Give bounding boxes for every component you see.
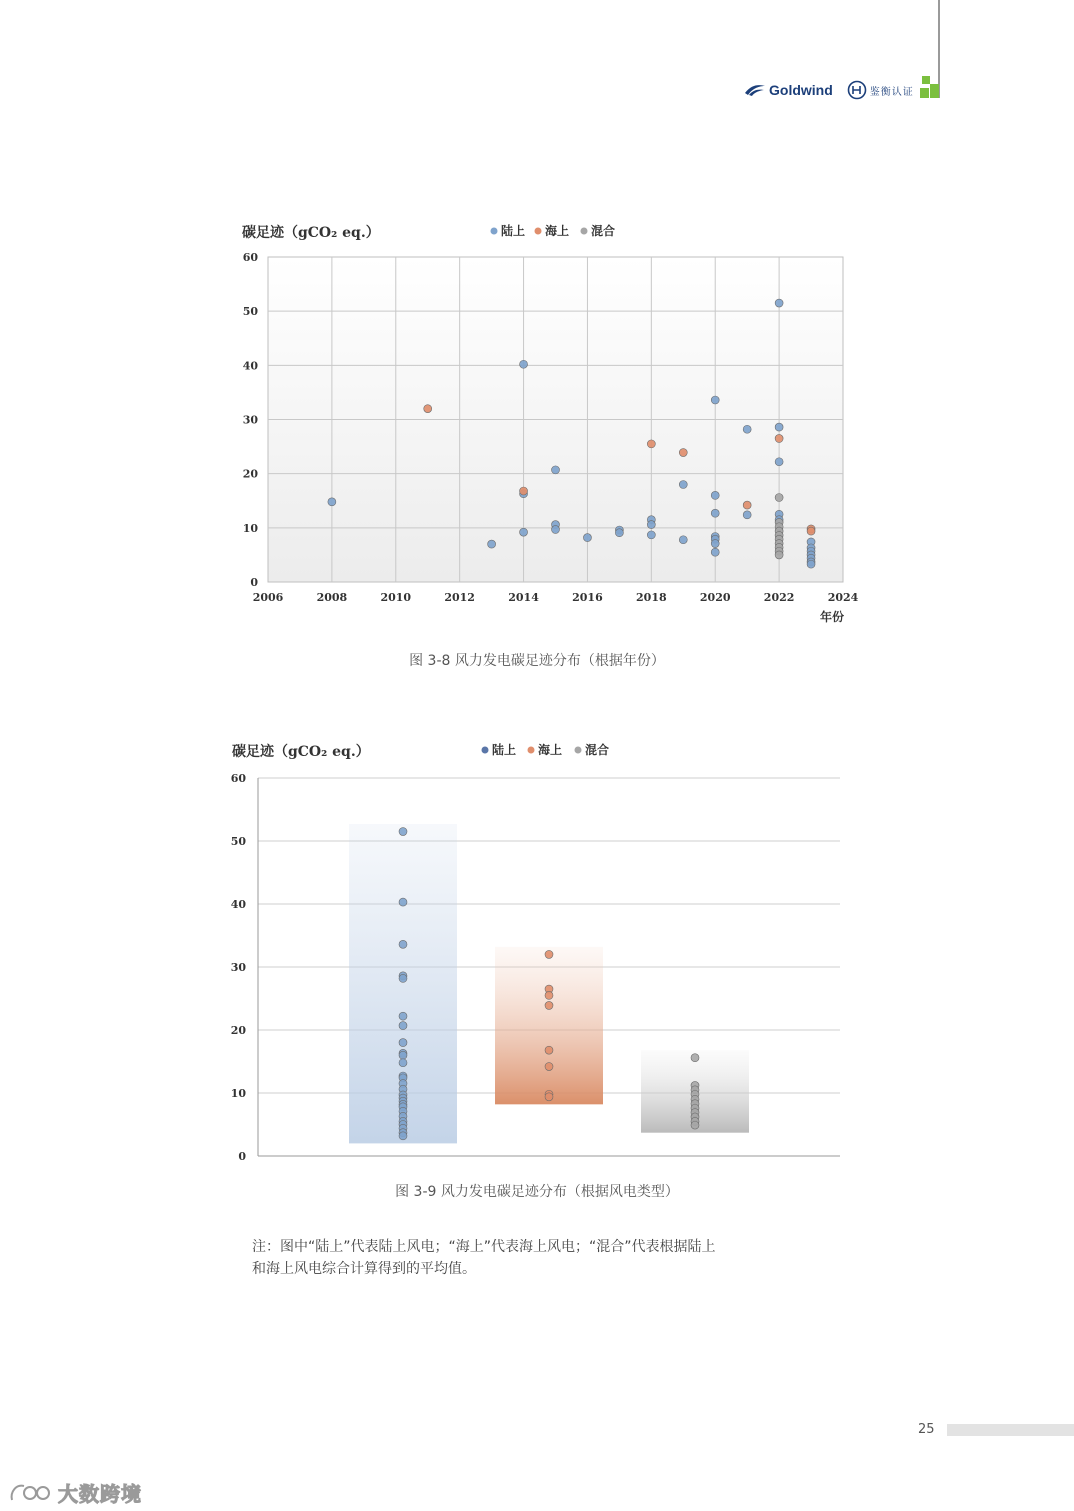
- data-point-onshore: [807, 560, 815, 568]
- legend-label-offshore: 海上: [538, 743, 563, 757]
- data-point-offshore: [545, 1046, 553, 1054]
- data-point-offshore: [545, 1063, 553, 1071]
- data-point-mixed: [691, 1121, 699, 1129]
- partner-emblem-icon: [847, 80, 867, 100]
- data-point-offshore: [545, 1093, 553, 1101]
- accent-block: [920, 88, 929, 98]
- y-tick-label: 50: [230, 835, 246, 848]
- x-tick-label: 2008: [316, 591, 348, 604]
- data-point-mixed: [775, 551, 783, 559]
- goldwind-wordmark: Goldwind: [769, 82, 833, 98]
- legend-label-mixed: 混合: [585, 743, 610, 757]
- data-point-onshore: [647, 531, 655, 539]
- watermark-logo-icon: [8, 1480, 52, 1506]
- goldwind-logo: [744, 82, 833, 98]
- data-point-onshore: [399, 1132, 407, 1140]
- legend-label-offshore: 海上: [545, 224, 570, 238]
- data-point-onshore: [399, 974, 407, 982]
- y-tick-label: 30: [230, 961, 246, 974]
- watermark: [8, 1478, 142, 1507]
- x-tick-labels: [253, 591, 859, 604]
- header-logos: [744, 78, 914, 102]
- data-point-onshore: [399, 1039, 407, 1047]
- data-point-onshore: [679, 481, 687, 489]
- legend: [482, 742, 610, 757]
- range-band-offshore: [495, 947, 603, 1105]
- x-axis-title: 年份: [820, 610, 845, 624]
- data-point-mixed: [691, 1054, 699, 1062]
- legend-marker-onshore: [482, 747, 489, 754]
- page-number-bar: [947, 1424, 1074, 1436]
- legend: [491, 223, 616, 238]
- legend-marker-mixed: [575, 747, 582, 754]
- data-point-onshore: [711, 396, 719, 404]
- y-tick-label: 10: [242, 521, 258, 535]
- x-tick-label: 2012: [444, 591, 475, 604]
- figure-caption-2: 图 3-9 风力发电碳足迹分布（根据风电类型）: [395, 1184, 679, 1200]
- data-point-offshore: [545, 1001, 553, 1009]
- y-tick-label: 0: [250, 576, 258, 589]
- data-point-onshore: [520, 360, 528, 368]
- watermark-text: 大数跨境: [58, 1482, 142, 1506]
- legend-marker-offshore: [535, 228, 542, 235]
- x-tick-label: 2022: [763, 591, 795, 604]
- partner-wordmark: 鉴衡认证: [869, 86, 914, 98]
- data-point-offshore: [775, 434, 783, 442]
- x-tick-label: 2024: [827, 591, 859, 604]
- data-point-offshore: [679, 449, 687, 457]
- y-axis-title: 碳足迹（gCO₂ eq.）: [232, 744, 370, 760]
- y-tick-labels: [243, 251, 259, 589]
- legend-marker-mixed: [581, 228, 588, 235]
- data-point-offshore: [807, 527, 815, 535]
- data-point-onshore: [711, 540, 719, 548]
- accent-block: [922, 76, 930, 84]
- data-point-onshore: [520, 528, 528, 536]
- data-point-offshore: [424, 405, 432, 413]
- data-point-offshore: [545, 991, 553, 999]
- x-tick-label: 2014: [508, 591, 539, 604]
- legend-label-onshore: 陆上: [501, 224, 526, 238]
- data-point-onshore: [399, 940, 407, 948]
- page-number: 25: [918, 1422, 935, 1437]
- legend-marker-offshore: [528, 747, 535, 754]
- data-point-offshore: [743, 501, 751, 509]
- data-point-onshore: [647, 521, 655, 529]
- data-point-onshore: [775, 299, 783, 307]
- data-point-onshore: [711, 509, 719, 517]
- x-tick-label: 2018: [636, 591, 667, 604]
- note-text: [252, 1236, 862, 1280]
- data-point-onshore: [328, 498, 336, 506]
- data-point-onshore: [552, 466, 560, 474]
- x-tick-label: 2016: [572, 591, 603, 604]
- data-point-offshore: [545, 950, 553, 958]
- scatter-chart-by-year: [0, 200, 1074, 640]
- data-point-onshore: [399, 1022, 407, 1030]
- x-tick-label: 2006: [252, 591, 284, 604]
- legend-marker-onshore: [491, 228, 498, 235]
- data-point-onshore: [399, 1051, 407, 1059]
- note-line-1: 注：图中“陆上”代表陆上风电；“海上”代表海上风电；“混合”代表根据陆上: [252, 1239, 716, 1255]
- y-tick-label: 60: [242, 251, 258, 264]
- data-point-onshore: [399, 898, 407, 906]
- data-point-onshore: [775, 458, 783, 466]
- data-point-onshore: [399, 828, 407, 836]
- partner-logo: [847, 80, 914, 100]
- x-tick-label: 2020: [699, 591, 731, 604]
- data-point-onshore: [711, 491, 719, 499]
- legend-label-mixed: 混合: [591, 224, 616, 238]
- y-tick-label: 20: [230, 1024, 246, 1037]
- data-point-onshore: [679, 536, 687, 544]
- data-point-onshore: [711, 548, 719, 556]
- data-point-onshore: [399, 1012, 407, 1020]
- goldwind-swoosh-icon: [744, 83, 766, 97]
- data-point-onshore: [743, 511, 751, 519]
- x-tick-label: 2010: [380, 591, 412, 604]
- data-point-onshore: [552, 525, 560, 533]
- y-tick-label: 40: [242, 359, 258, 373]
- data-point-onshore: [488, 540, 496, 548]
- legend-label-onshore: 陆上: [492, 743, 517, 757]
- data-point-onshore: [399, 1059, 407, 1067]
- y-tick-label: 10: [230, 1087, 246, 1100]
- y-axis-title: 碳足迹（gCO₂ eq.）: [242, 225, 380, 241]
- y-tick-label: 50: [242, 305, 258, 319]
- figure-caption-1: 图 3-8 风力发电碳足迹分布（根据年份）: [409, 653, 665, 669]
- data-point-onshore: [615, 529, 623, 537]
- y-tick-label: 20: [242, 467, 258, 481]
- data-point-mixed: [775, 494, 783, 502]
- y-tick-label: 40: [230, 898, 246, 911]
- y-tick-labels: [231, 772, 247, 1163]
- y-tick-label: 30: [242, 413, 258, 427]
- y-tick-label: 60: [230, 772, 246, 785]
- accent-block: [930, 84, 939, 98]
- y-tick-label: 0: [238, 1150, 246, 1163]
- data-point-offshore: [520, 487, 528, 495]
- data-point-onshore: [775, 423, 783, 431]
- data-point-onshore: [583, 534, 591, 542]
- data-point-onshore: [743, 425, 751, 433]
- data-point-offshore: [647, 440, 655, 448]
- scatter-chart-by-type: [0, 730, 1074, 1170]
- note-line-2: 和海上风电综合计算得到的平均值。: [252, 1261, 476, 1277]
